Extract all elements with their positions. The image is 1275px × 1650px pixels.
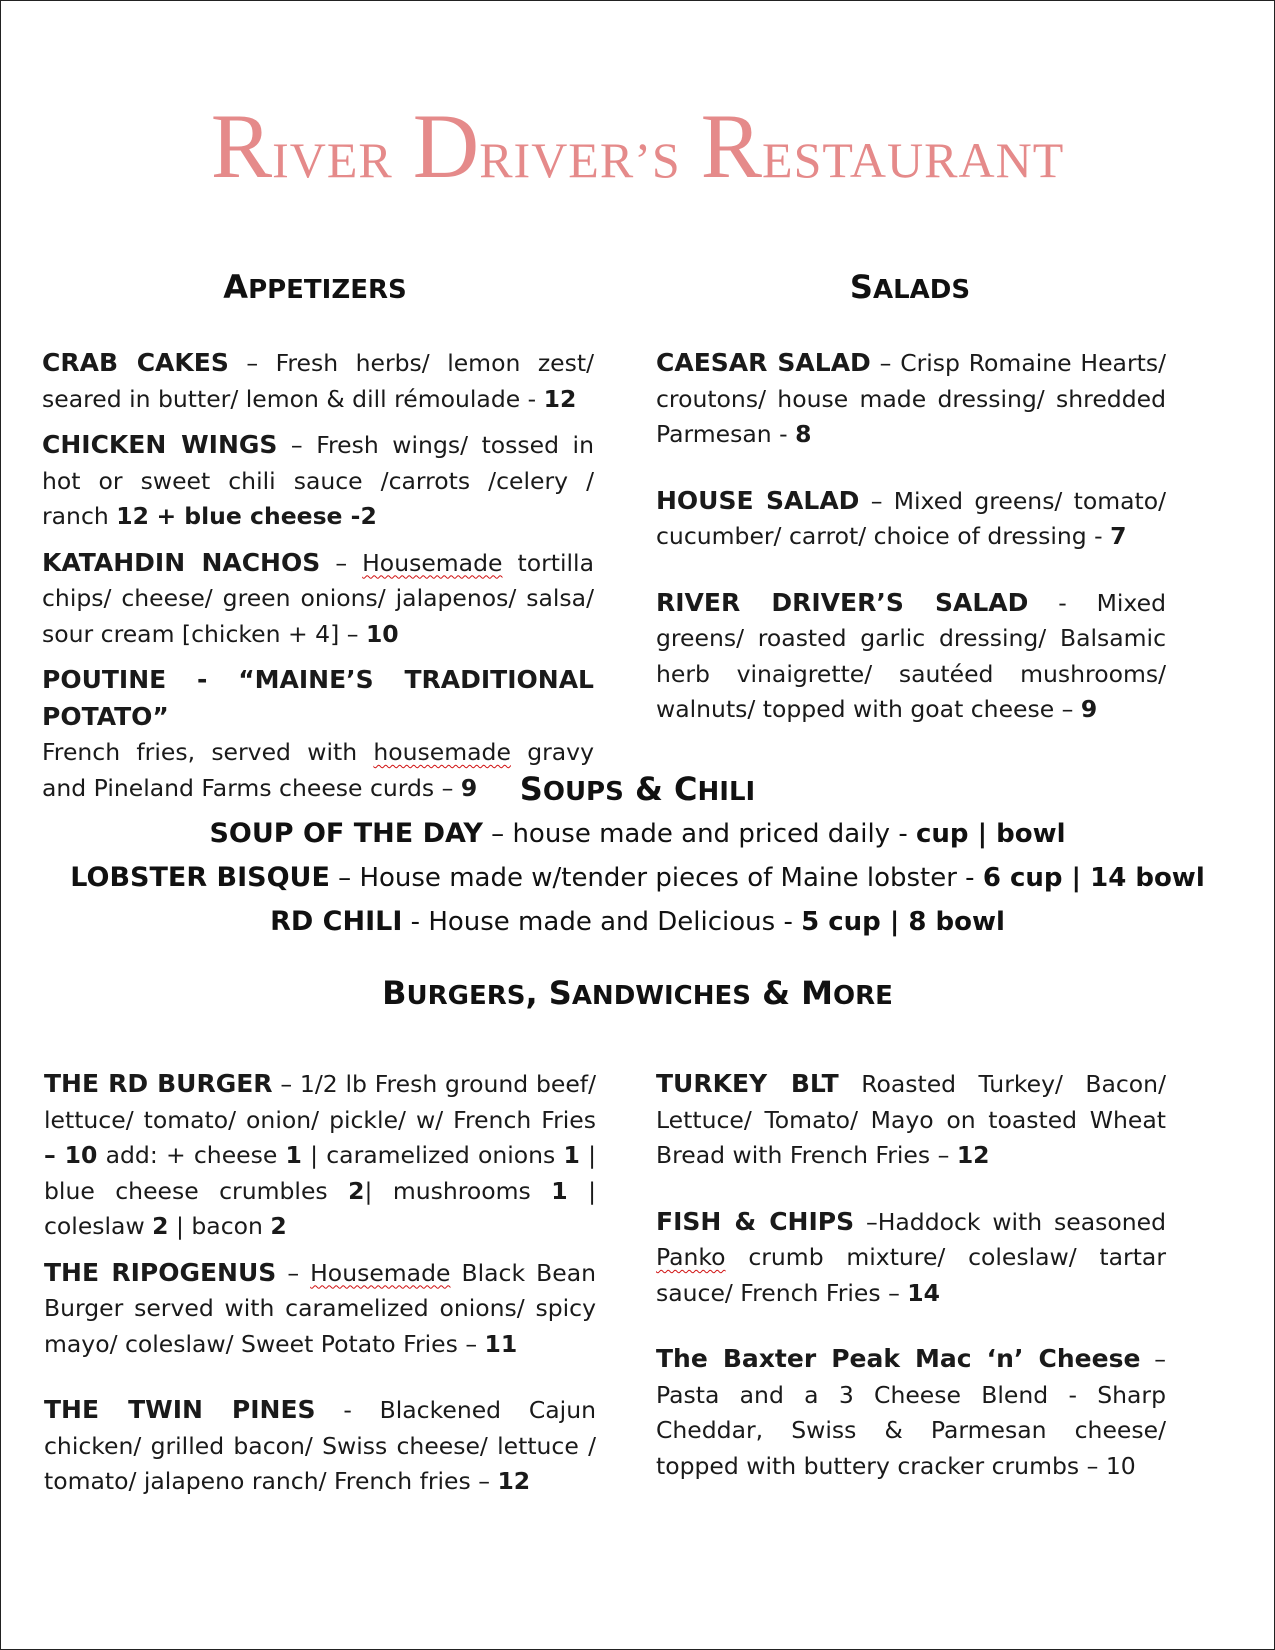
price: cup | bowl	[915, 819, 1066, 849]
salads-heading: SALADS	[849, 268, 971, 306]
menu-item-rd-chili: RD CHILI - House made and Delicious - 5 cup | 8 bowl	[270, 906, 1005, 937]
title-initial: R	[210, 95, 273, 197]
menu-item-chicken-wings: CHICKEN WINGS – Fresh wings/ tossed in hot or sweet chili sauce /carrots /celery / ranch 12 + blue cheese -2	[42, 430, 594, 530]
menu-item-river-drivers-salad: RIVER DRIVER’S SALAD - Mixed greens/ roasted garlic dressing/ Balsamic herb vinaigrette/ sautéed mushrooms/ walnuts/ topped with goat cheese – 9	[656, 587, 1166, 723]
menu-item-baxter-peak-mac: The Baxter Peak Mac ‘n’ Cheese – Pasta and a 3 Cheese Blend - Sharp Cheddar, Swiss & Parmesan cheese/ topped with buttery cracker crumbs – 10	[656, 1344, 1166, 1480]
menu-item-crab-cakes: CRAB CAKES – Fresh herbs/ lemon zest/ seared in butter/ lemon & dill rémoulade - 12	[42, 348, 594, 413]
menu-item-katahdin-nachos: KATAHDIN NACHOS – Housemade tortilla chips/ cheese/ green onions/ jalapenos/ salsa/ sour cream [chicken + 4] – 10	[42, 547, 594, 648]
price: 8	[795, 420, 812, 448]
price: 12	[956, 1141, 990, 1169]
appetizers-heading: APPETIZERS	[223, 268, 407, 306]
burgers-right-list	[656, 1066, 1166, 1484]
title-initial: R	[700, 95, 763, 197]
burgers-heading: BURGERS, SANDWICHES & MORE	[382, 974, 893, 1012]
price: 5 cup | 8 bowl	[801, 907, 1005, 937]
menu-item-lobster-bisque: LOBSTER BISQUE – House made w/tender pieces of Maine lobster - 6 cup | 14 bowl	[70, 862, 1205, 893]
price: 2	[360, 502, 377, 530]
restaurant-title	[0, 95, 1275, 197]
menu-item-fish-and-chips: FISH & CHIPS –Haddock with seasoned Panko crumb mixture/ coleslaw/ tartar sauce/ French Fries – 14	[656, 1206, 1166, 1307]
soups-list	[0, 812, 1275, 944]
price: 6 cup | 14 bowl	[982, 863, 1205, 893]
menu-item-rd-burger: THE RD BURGER – 1/2 lb Fresh ground beef/ lettuce/ tomato/ onion/ pickle/ w/ French Fries – 10 add: + cheese 1 | caramelized onions 1 | blue cheese crumbles 2| mushrooms 1 | coleslaw 2 | bacon 2	[44, 1069, 597, 1240]
price: 11	[484, 1329, 518, 1358]
title-initial: D	[412, 95, 480, 197]
menu-item-poutine: POUTINE - “MAINE’S TRADITIONAL POTATO” French fries, served with housemade gravy and Pineland Farms cheese curds – 9	[42, 665, 594, 802]
menu-item-soup-of-the-day: SOUP OF THE DAY – house made and priced daily - cup | bowl	[209, 818, 1066, 849]
price: – 10	[44, 1141, 98, 1169]
price: 9	[1080, 695, 1098, 723]
soups-chili-heading: SOUPS & CHILI	[519, 770, 756, 808]
price: 12	[543, 384, 577, 413]
burgers-left-list	[44, 1066, 596, 1500]
price: 7	[1110, 522, 1127, 550]
price: 10	[365, 619, 399, 648]
menu-item-turkey-blt: TURKEY BLT Roasted Turkey/ Bacon/ Lettuce/ Tomato/ Mayo on toasted Wheat Bread with French Fries – 12	[656, 1069, 1166, 1169]
menu-item-ripogenus: THE RIPOGENUS – Housemade Black Bean Burger served with caramelized onions/ spicy mayo/ coleslaw/ Sweet Potato Fries – 11	[44, 1257, 596, 1358]
menu-item-caesar-salad: CAESAR SALAD – Crisp Romaine Hearts/ croutons/ house made dressing/ shredded Parmesan - 8	[656, 348, 1166, 448]
title-word: ESTAURANT	[762, 132, 1065, 188]
price: 14	[907, 1278, 940, 1307]
menu-item-twin-pines: THE TWIN PINES - Blackened Cajun chicken/ grilled bacon/ Swiss cheese/ lettuce / tomato/ jalapeno ranch/ French fries – 12	[44, 1395, 597, 1495]
price: 12	[116, 502, 149, 530]
title-word: RIVER’S	[479, 132, 681, 188]
price: 9	[460, 773, 478, 802]
menu-item-house-salad: HOUSE SALAD – Mixed greens/ tomato/ cucumber/ carrot/ choice of dressing - 7	[656, 485, 1166, 550]
appetizers-list	[42, 345, 594, 806]
price: 12	[497, 1467, 531, 1495]
title-word: IVER	[272, 132, 393, 188]
price: 10	[1105, 1451, 1136, 1480]
salads-list	[656, 345, 1166, 728]
